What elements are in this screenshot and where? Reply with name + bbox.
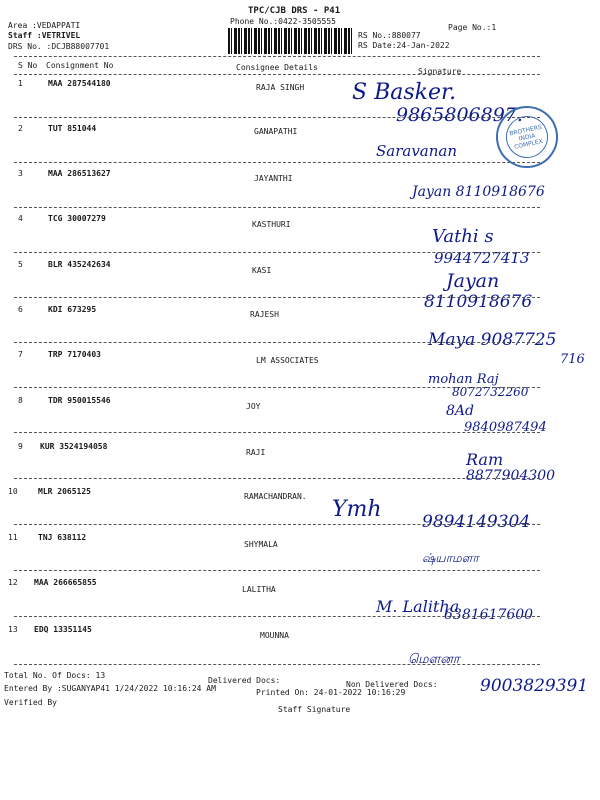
row-consignee: JOY (246, 402, 261, 411)
row-consignment: BLR 435242634 (48, 260, 111, 269)
row-consignment: MAA 266665855 (34, 578, 97, 587)
divider (14, 616, 540, 617)
row-consignee: LM ASSOCIATES (256, 356, 319, 365)
delivered-docs: Delivered Docs: (208, 676, 281, 685)
row-signature-phone: 9944727413 (434, 249, 530, 267)
divider (14, 524, 540, 525)
divider (14, 252, 540, 253)
column-signature: Signature (418, 67, 462, 76)
row-signature: Jayan 8110918676 (412, 184, 545, 200)
divider (14, 74, 540, 75)
row-sno: 7 (18, 350, 23, 359)
non-delivered-docs: Non Delivered Docs: (346, 680, 438, 689)
row-consignee: KASI (252, 266, 272, 275)
row-consignment: MAA 286513627 (48, 169, 111, 178)
row-signature-phone: 8072732260 (452, 385, 529, 399)
row-consignee: GANAPATHI (254, 127, 298, 136)
entered-by: Entered By :SUGANYAP41 1/24/2022 10:16:24 AM (4, 684, 216, 693)
rs-number: RS No.:880077 (358, 31, 421, 40)
row-consignment: TNJ 638112 (38, 533, 87, 542)
row-consignment: EDQ 13351145 (34, 625, 92, 634)
row-consignment: MAA 287544180 (48, 79, 111, 88)
row-consignment: KUR 3524194058 (40, 442, 108, 451)
drs-number: DRS No. :DCJB88007701 (8, 42, 110, 51)
row-consignee: RAMACHANDRAN. (244, 492, 307, 501)
doc-title: TPC/CJB DRS - P41 (248, 6, 341, 16)
divider (14, 56, 540, 57)
row-signature-phone: 9894149304 (422, 512, 531, 532)
row-sno: 9 (18, 442, 23, 451)
row-signature: Maya 9087725 (428, 330, 557, 350)
verified-by: Verified By (4, 698, 57, 707)
row-sno: 2 (18, 124, 23, 133)
row-signature-phone: 6381617600 (444, 607, 534, 623)
divider (14, 570, 540, 571)
column-sno: S No (18, 61, 38, 70)
stamp-text: BROTHERS INDIA COMPLEX (502, 112, 552, 162)
row-signature: 8Ad (446, 403, 474, 419)
row-consignment: TRP 7170403 (48, 350, 101, 359)
phone-number: Phone No.:0422-3505555 (230, 17, 336, 26)
row-signature: Vathi s (432, 226, 494, 247)
row-signature: mohan Raj (428, 372, 499, 387)
row-sno: 4 (18, 214, 23, 223)
divider (14, 478, 540, 479)
total-docs: Total No. Of Docs: 13 (4, 671, 106, 680)
row-consignee: RAJI (246, 448, 266, 457)
row-sno: 13 (8, 625, 18, 634)
row-signature: Ymh (332, 497, 382, 522)
divider (14, 297, 540, 298)
row-sno: 12 (8, 578, 18, 587)
row-signature: Ram (466, 450, 504, 469)
row-consignment: TDR 950015546 (48, 396, 111, 405)
row-sno: 8 (18, 396, 23, 405)
row-consignee: JAYANTHI (254, 174, 293, 183)
row-sno: 3 (18, 169, 23, 178)
divider (14, 432, 540, 433)
divider (14, 207, 540, 208)
row-signature: Jayan (446, 270, 500, 292)
row-consignment: TCG 30007279 (48, 214, 106, 223)
divider (14, 162, 540, 163)
row-consignee: KASTHURI (252, 220, 291, 229)
row-consignment: MLR 2065125 (38, 487, 91, 496)
row-sno: 11 (8, 533, 18, 542)
staff-label: Staff :VETRIVEL (8, 31, 81, 40)
row-signature: ஷ்யாமளா (422, 551, 479, 565)
row-consignment: KDI 673295 (48, 305, 97, 314)
row-consignee: LALITHA (242, 585, 276, 594)
row-sno: 6 (18, 305, 23, 314)
row-signature: Saravanan (376, 142, 458, 160)
row-signature: S Basker. (352, 80, 457, 105)
row-signature-phone: 9003829391 (480, 676, 589, 696)
staff-signature: Staff Signature (278, 705, 351, 714)
rs-date: RS Date:24-Jan-2022 (358, 41, 450, 50)
row-consignee: MOUNNA (260, 631, 289, 640)
column-consignee: Consignee Details (236, 63, 318, 72)
row-signature-phone: 8110918676 (424, 292, 533, 312)
row-consignee: SHYMALA (244, 540, 278, 549)
row-signature-phone: 9840987494 (464, 420, 547, 435)
divider (14, 387, 540, 388)
row-sno: 1 (18, 79, 23, 88)
row-signature: M. Lalitha (376, 597, 460, 616)
divider (14, 664, 540, 665)
row-consignee: RAJESH (250, 310, 279, 319)
row-sno: 10 (8, 487, 18, 496)
row-consignee: RAJA SINGH (256, 83, 305, 92)
row-sno: 5 (18, 260, 23, 269)
row-signature-phone: 716 (560, 352, 585, 367)
row-signature-phone: 9865806897. (396, 104, 523, 126)
divider (14, 117, 540, 118)
barcode-image (228, 28, 354, 54)
divider (14, 342, 540, 343)
page-number: Page No.:1 (448, 23, 497, 32)
row-consignment: TUT 851044 (48, 124, 97, 133)
area-label: Area :VEDAPPATI (8, 21, 81, 30)
printed-on: Printed On: 24-01-2022 10:16:29 (256, 688, 406, 697)
row-signature-phone: 8877904300 (466, 468, 556, 484)
row-signature: மௌனா (408, 652, 460, 667)
column-consignment: Consignment No (46, 61, 114, 70)
